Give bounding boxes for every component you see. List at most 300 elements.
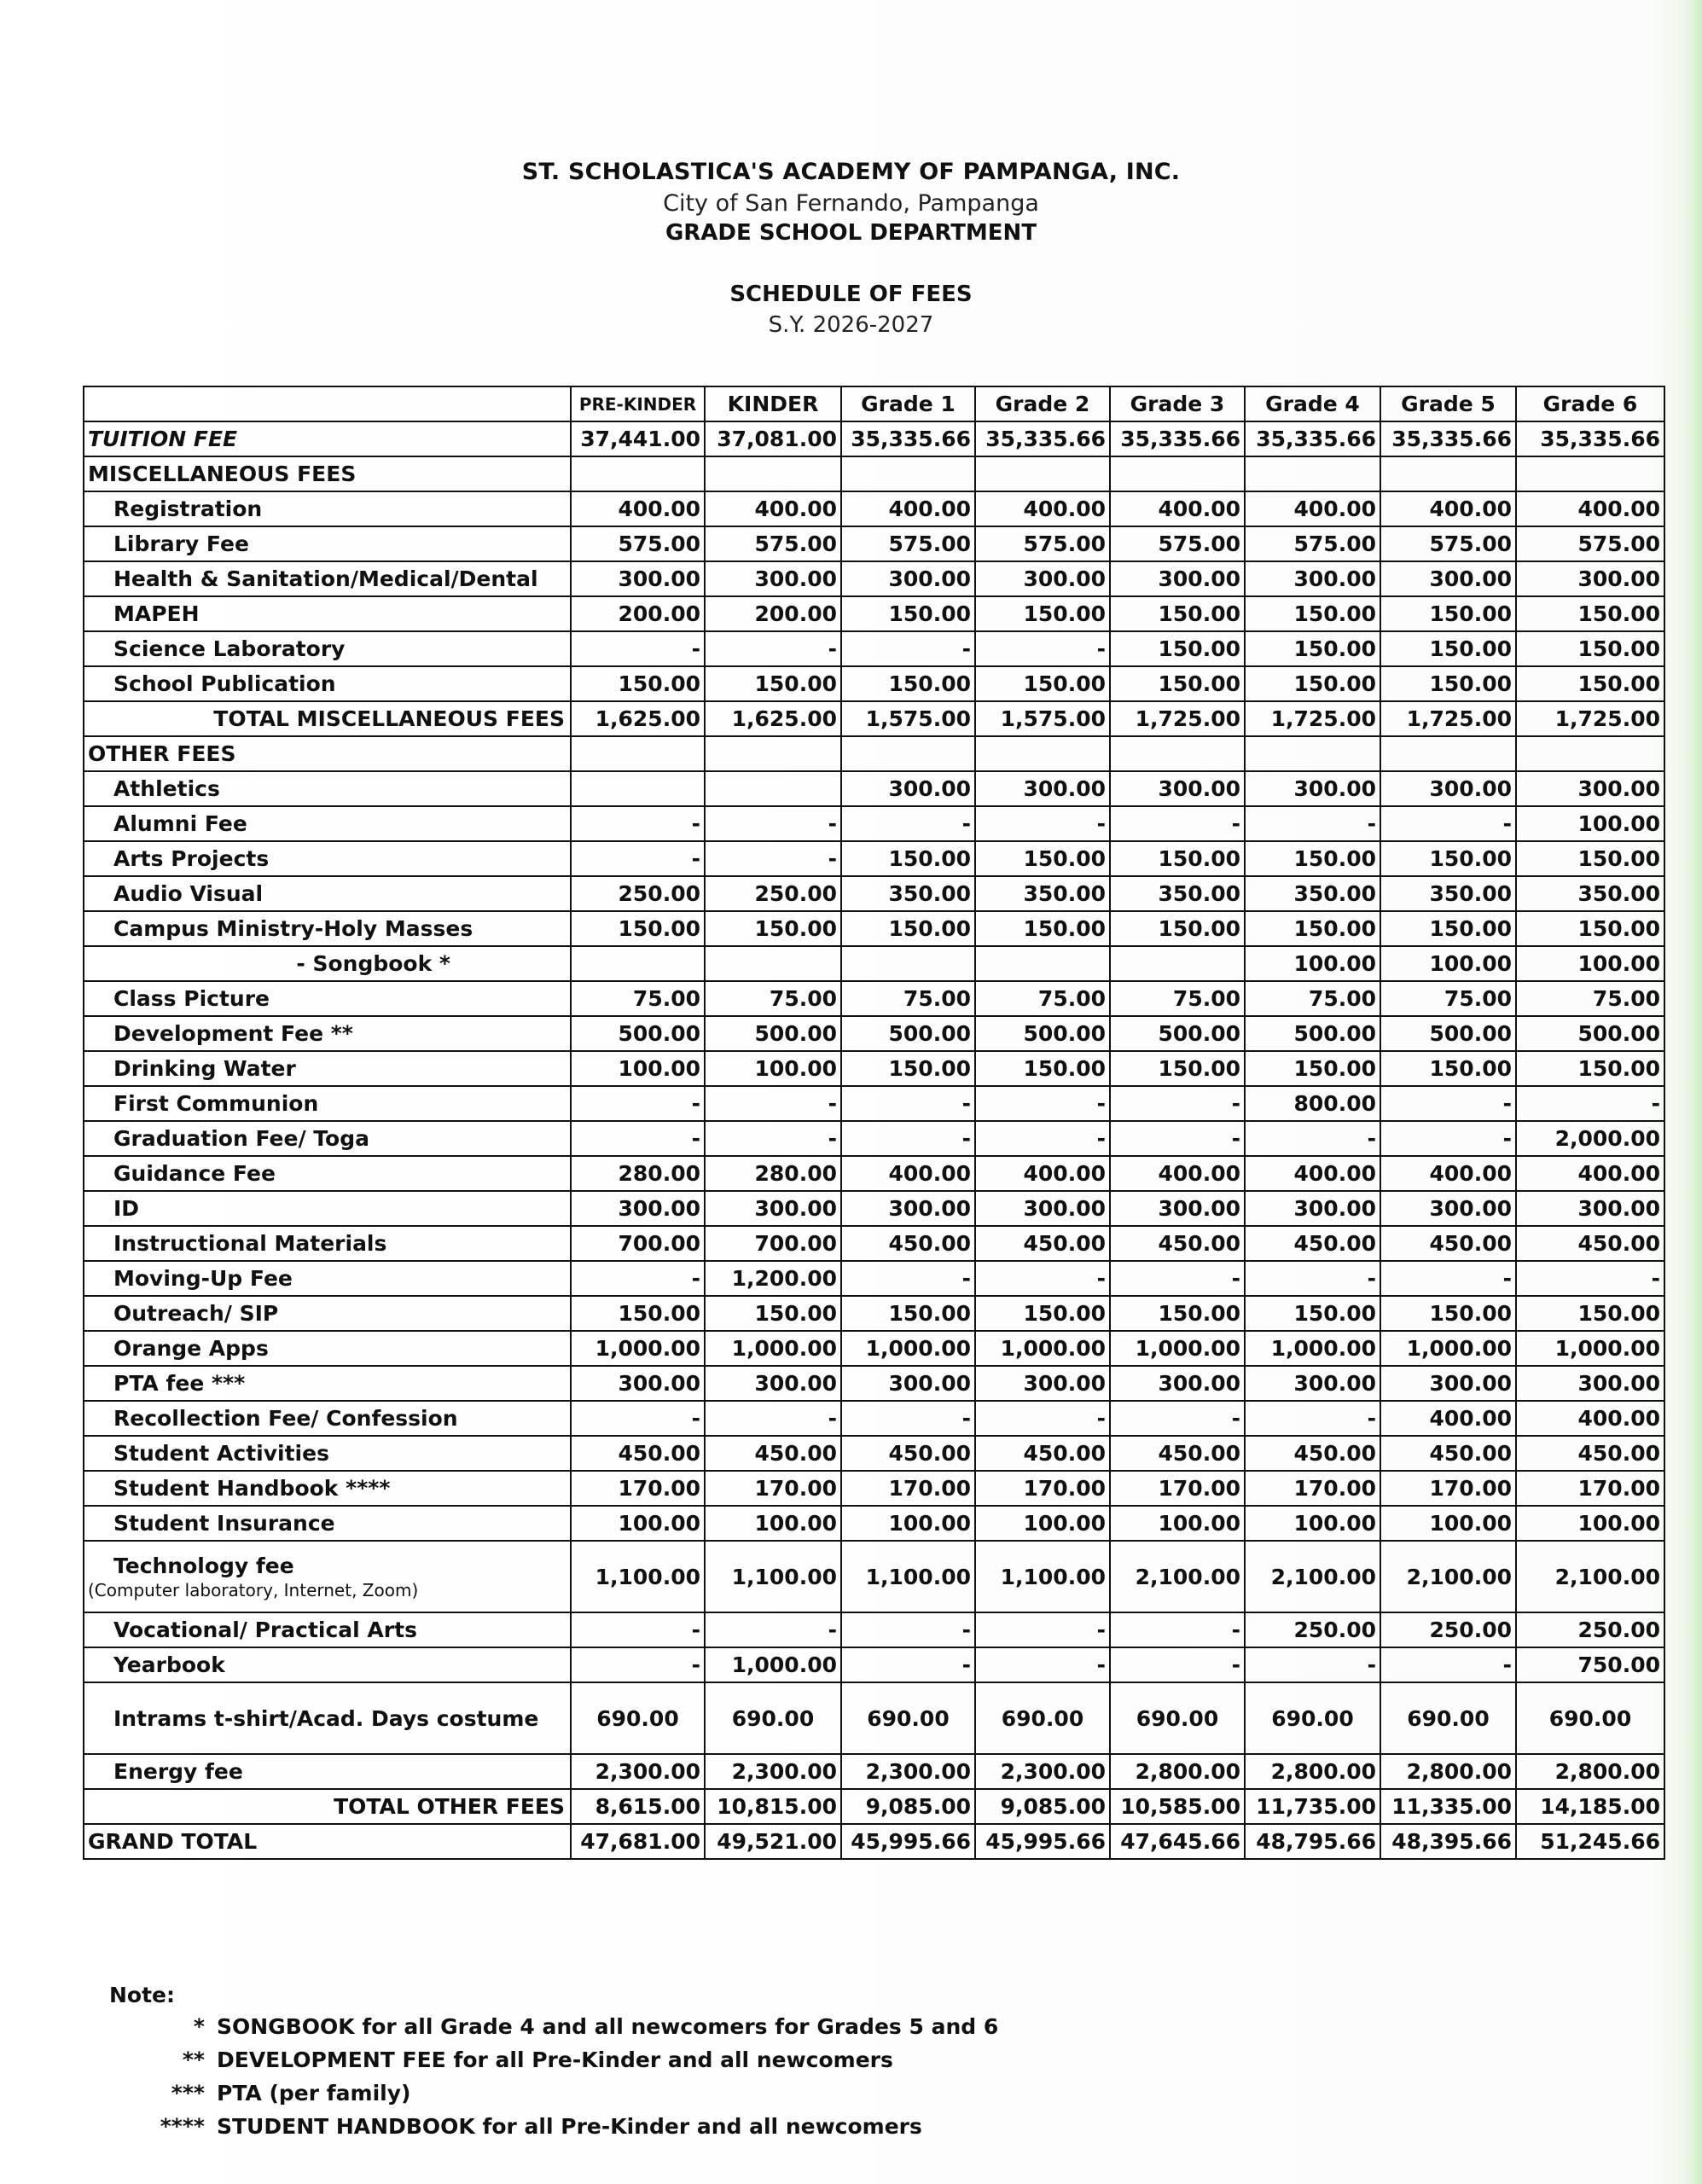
fee-cell: -	[571, 1612, 705, 1647]
tuition-row	[84, 421, 1664, 456]
fee-cell: 150.00	[571, 666, 705, 701]
fee-cell: 150.00	[571, 911, 705, 946]
fee-cell: -	[571, 1121, 705, 1156]
row-label	[84, 1506, 571, 1541]
fee-cell: 150.00	[1245, 911, 1380, 946]
fee-cell: 400.00	[1110, 1156, 1245, 1191]
fee-cell: -	[705, 1612, 841, 1647]
fee-cell: 150.00	[1110, 596, 1245, 631]
row-label	[84, 1331, 571, 1366]
fee-cell: -	[975, 1647, 1110, 1682]
fee-cell: -	[1245, 1401, 1380, 1436]
fee-cell: 100.00	[571, 1051, 705, 1086]
fee-cell: 450.00	[841, 1436, 975, 1471]
fee-cell: 2,300.00	[571, 1754, 705, 1789]
other-fee-row	[84, 1506, 1664, 1541]
empty-cell	[1380, 456, 1516, 491]
fee-cell: 150.00	[975, 666, 1110, 701]
grand-total-cell: 49,521.00	[705, 1824, 841, 1859]
fee-cell: 1,000.00	[1245, 1331, 1380, 1366]
fee-cell: 35,335.66	[841, 421, 975, 456]
row-label	[84, 526, 571, 561]
row-label	[84, 1401, 571, 1436]
fee-cell: 150.00	[1245, 1296, 1380, 1331]
document-title: SCHEDULE OF FEES	[729, 282, 973, 307]
fee-cell: 450.00	[1380, 1436, 1516, 1471]
row-label	[84, 491, 571, 526]
other-fee-row	[84, 1366, 1664, 1401]
empty-cell	[1110, 456, 1245, 491]
fee-cell: -	[1516, 1261, 1664, 1296]
fee-cell: 150.00	[841, 666, 975, 701]
fee-cell: 575.00	[571, 526, 705, 561]
fee-cell: 170.00	[705, 1471, 841, 1506]
fee-cell: -	[1380, 806, 1516, 841]
fee-cell: 690.00	[705, 1682, 841, 1754]
fee-cell: -	[571, 631, 705, 666]
fee-cell: 300.00	[1245, 771, 1380, 806]
fee-cell: 1,100.00	[841, 1541, 975, 1612]
fee-cell: 400.00	[841, 1156, 975, 1191]
other-fee-row	[84, 1647, 1664, 1682]
empty-cell	[841, 456, 975, 491]
fee-cell: 450.00	[975, 1436, 1110, 1471]
fee-cell: 300.00	[841, 771, 975, 806]
other-fee-row	[84, 1436, 1664, 1471]
other-fee-row	[84, 841, 1664, 876]
fee-cell: 400.00	[1516, 491, 1664, 526]
fee-cell: 150.00	[1380, 841, 1516, 876]
fee-cell: 300.00	[1110, 1366, 1245, 1401]
fee-cell: 1,000.00	[1110, 1331, 1245, 1366]
misc-fee-row	[84, 526, 1664, 561]
fee-cell: 150.00	[1245, 841, 1380, 876]
note-item	[109, 2081, 998, 2114]
empty-cell	[1516, 736, 1664, 771]
total-cell: 1,725.00	[1245, 701, 1380, 736]
row-label	[84, 1682, 571, 1754]
fee-cell: 2,800.00	[1516, 1754, 1664, 1789]
fee-cell: 100.00	[1516, 946, 1664, 981]
fee-cell: 2,100.00	[1516, 1541, 1664, 1612]
fee-cell: 100.00	[705, 1051, 841, 1086]
fee-cell: 170.00	[1110, 1471, 1245, 1506]
total-cell: 1,725.00	[1110, 701, 1245, 736]
column-header: PRE-KINDER	[571, 386, 705, 421]
row-label	[84, 631, 571, 666]
total-cell: 8,615.00	[571, 1789, 705, 1824]
total-cell: 11,735.00	[1245, 1789, 1380, 1824]
fee-cell: -	[1380, 1647, 1516, 1682]
fee-cell: 150.00	[1516, 911, 1664, 946]
fee-cell: 100.00	[1380, 1506, 1516, 1541]
fee-cell: 100.00	[1516, 1506, 1664, 1541]
fee-cell: 35,335.66	[1516, 421, 1664, 456]
other-fee-row	[84, 1541, 1664, 1612]
fee-cell: -	[841, 1612, 975, 1647]
fee-cell: 300.00	[1245, 1366, 1380, 1401]
fee-cell: 400.00	[841, 491, 975, 526]
section-header-row	[84, 736, 1664, 771]
column-header-label	[84, 386, 571, 421]
other-fee-row	[84, 876, 1664, 911]
fee-cell: -	[571, 806, 705, 841]
fee-cell: 150.00	[705, 666, 841, 701]
fee-cell: 37,441.00	[571, 421, 705, 456]
misc-fee-row	[84, 561, 1664, 596]
fee-cell: 250.00	[705, 876, 841, 911]
other-fee-row	[84, 806, 1664, 841]
row-label-text: Energy fee	[113, 1759, 243, 1784]
row-label	[84, 981, 571, 1016]
fee-cell: 300.00	[841, 1366, 975, 1401]
fee-cell: 1,100.00	[705, 1541, 841, 1612]
fee-cell: 150.00	[1516, 666, 1664, 701]
row-label-text: Yearbook	[113, 1653, 225, 1677]
row-label-text: Guidance Fee	[113, 1161, 276, 1186]
row-label-text: Outreach/ SIP	[113, 1301, 279, 1326]
fee-cell: 300.00	[975, 1191, 1110, 1226]
fee-cell: 400.00	[571, 491, 705, 526]
fee-cell: 450.00	[1380, 1226, 1516, 1261]
school-name: ST. SCHOLASTICA'S ACADEMY OF PAMPANGA, INC.	[521, 159, 1181, 185]
fee-cell: 100.00	[841, 1506, 975, 1541]
fee-cell: 150.00	[1380, 666, 1516, 701]
fee-cell: -	[975, 1261, 1110, 1296]
fee-cell: 250.00	[571, 876, 705, 911]
fee-cell: 700.00	[571, 1226, 705, 1261]
row-label-text: Technology fee	[113, 1553, 294, 1578]
fee-cell: 450.00	[1245, 1436, 1380, 1471]
grand-total-cell: 51,245.66	[1516, 1824, 1664, 1859]
other-fee-row	[84, 1471, 1664, 1506]
fee-cell: 690.00	[1245, 1682, 1380, 1754]
fee-cell: 300.00	[1380, 1366, 1516, 1401]
fee-cell: 100.00	[571, 1506, 705, 1541]
fee-cell: 400.00	[1516, 1156, 1664, 1191]
row-label	[84, 561, 571, 596]
fee-cell: 300.00	[841, 561, 975, 596]
fee-cell	[571, 946, 705, 981]
row-label-text: First Communion	[113, 1091, 319, 1116]
fee-cell: 150.00	[1380, 596, 1516, 631]
row-label	[84, 911, 571, 946]
total-label	[84, 1789, 571, 1824]
row-label	[84, 1121, 571, 1156]
fee-cell: 150.00	[1245, 1051, 1380, 1086]
fee-cell: 300.00	[841, 1191, 975, 1226]
fee-cell: 300.00	[571, 1366, 705, 1401]
fee-cell: 400.00	[1380, 491, 1516, 526]
fee-cell: 150.00	[1245, 596, 1380, 631]
note-text: PTA (per family)	[217, 2081, 411, 2106]
fee-cell: 300.00	[705, 1191, 841, 1226]
fee-cell: 150.00	[1516, 1296, 1664, 1331]
fee-cell: 150.00	[841, 1051, 975, 1086]
fee-cell: 2,800.00	[1380, 1754, 1516, 1789]
row-label	[84, 1612, 571, 1647]
fee-cell: 690.00	[1516, 1682, 1664, 1754]
fee-cell: -	[1245, 1121, 1380, 1156]
grand-total-row	[84, 1824, 1664, 1859]
fee-cell: 75.00	[1245, 981, 1380, 1016]
note-item	[109, 2014, 998, 2048]
other-fee-row	[84, 1226, 1664, 1261]
row-label	[84, 596, 571, 631]
fee-cell	[1110, 946, 1245, 981]
fee-cell: -	[975, 631, 1110, 666]
fee-cell: 450.00	[1516, 1436, 1664, 1471]
fee-cell: -	[705, 1401, 841, 1436]
fee-cell: -	[841, 1647, 975, 1682]
other-fee-row	[84, 1331, 1664, 1366]
document-header	[0, 160, 1702, 336]
row-label-text: Drinking Water	[113, 1056, 296, 1081]
fee-cell: 400.00	[1380, 1156, 1516, 1191]
fee-cell: 450.00	[705, 1436, 841, 1471]
note-marker: ****	[160, 2114, 205, 2139]
fee-cell: 300.00	[1110, 771, 1245, 806]
fee-cell: 350.00	[1245, 876, 1380, 911]
fee-cell	[841, 946, 975, 981]
fee-cell: 690.00	[1110, 1682, 1245, 1754]
other-fee-row	[84, 911, 1664, 946]
row-label-text: Vocational/ Practical Arts	[113, 1618, 417, 1642]
other-fee-row	[84, 1086, 1664, 1121]
fee-cell: 100.00	[1516, 806, 1664, 841]
other-fee-row	[84, 1754, 1664, 1789]
row-label-text: Instructional Materials	[113, 1231, 387, 1256]
fee-cell: -	[1110, 1121, 1245, 1156]
fee-cell: -	[975, 806, 1110, 841]
fee-cell: 150.00	[975, 596, 1110, 631]
grand-total-cell: 47,645.66	[1110, 1824, 1245, 1859]
total-cell: 11,335.00	[1380, 1789, 1516, 1824]
fee-cell: 250.00	[1245, 1612, 1380, 1647]
other-fee-row	[84, 946, 1664, 981]
fee-cell: 170.00	[1380, 1471, 1516, 1506]
fee-cell: 150.00	[1516, 1051, 1664, 1086]
fee-cell: 100.00	[1245, 1506, 1380, 1541]
row-label	[84, 771, 571, 806]
fee-cell: 450.00	[1516, 1226, 1664, 1261]
fee-cell: 750.00	[1516, 1647, 1664, 1682]
fee-cell: 150.00	[1110, 1051, 1245, 1086]
fee-cell: 1,000.00	[1380, 1331, 1516, 1366]
fee-cell: 150.00	[841, 841, 975, 876]
row-label	[84, 666, 571, 701]
fee-cell: 150.00	[975, 911, 1110, 946]
fee-cell: -	[841, 1086, 975, 1121]
fee-cell: 575.00	[1380, 526, 1516, 561]
total-cell: 10,585.00	[1110, 1789, 1245, 1824]
fee-cell: 1,000.00	[705, 1331, 841, 1366]
fee-cell: -	[705, 841, 841, 876]
total-cell: 1,625.00	[705, 701, 841, 736]
fee-cell: 150.00	[1380, 1051, 1516, 1086]
empty-cell	[705, 736, 841, 771]
fee-cell: 100.00	[705, 1506, 841, 1541]
fee-cell: -	[841, 806, 975, 841]
row-label-text: Graduation Fee/ Toga	[113, 1126, 369, 1151]
fee-cell: -	[1110, 1647, 1245, 1682]
fee-cell: 2,300.00	[975, 1754, 1110, 1789]
fee-cell: 150.00	[1380, 631, 1516, 666]
fee-cell: 700.00	[705, 1226, 841, 1261]
fee-cell: 690.00	[1380, 1682, 1516, 1754]
total-cell: 1,575.00	[975, 701, 1110, 736]
fee-cell: 150.00	[1110, 841, 1245, 876]
row-label	[84, 1296, 571, 1331]
fee-cell: 280.00	[571, 1156, 705, 1191]
row-label	[84, 1471, 571, 1506]
fee-cell: 150.00	[975, 841, 1110, 876]
empty-cell	[975, 456, 1110, 491]
fee-cell: 450.00	[841, 1226, 975, 1261]
fee-cell: 100.00	[1110, 1506, 1245, 1541]
row-label-text: Science Laboratory	[113, 636, 346, 661]
fee-cell: 300.00	[705, 1366, 841, 1401]
empty-cell	[571, 736, 705, 771]
row-label	[84, 1366, 571, 1401]
fee-cell: 300.00	[1380, 1191, 1516, 1226]
fee-cell: 400.00	[1380, 1401, 1516, 1436]
school-year: S.Y. 2026-2027	[768, 312, 934, 338]
fee-cell: 690.00	[571, 1682, 705, 1754]
fee-cell: 300.00	[1110, 561, 1245, 596]
section-label	[84, 736, 571, 771]
fee-cell: 400.00	[975, 1156, 1110, 1191]
other-fee-row	[84, 1261, 1664, 1296]
note-item	[109, 2048, 998, 2081]
row-label	[84, 1051, 571, 1086]
empty-cell	[1110, 736, 1245, 771]
empty-cell	[1516, 456, 1664, 491]
fee-cell: 150.00	[1380, 911, 1516, 946]
fee-cell: 350.00	[1516, 876, 1664, 911]
fee-cell: 300.00	[1516, 1191, 1664, 1226]
grand-total-cell: 47,681.00	[571, 1824, 705, 1859]
grand-total-label	[84, 1824, 571, 1859]
empty-cell	[571, 456, 705, 491]
fee-cell: 150.00	[1110, 911, 1245, 946]
other-fee-row	[84, 1682, 1664, 1754]
total-cell: 9,085.00	[841, 1789, 975, 1824]
total-label	[84, 701, 571, 736]
fee-cell: -	[841, 1401, 975, 1436]
fee-cell: 150.00	[841, 1296, 975, 1331]
fee-cell: 1,200.00	[705, 1261, 841, 1296]
row-label-text: Student Activities	[113, 1441, 329, 1466]
row-label-text: Development Fee **	[113, 1021, 353, 1046]
other-fee-row	[84, 1296, 1664, 1331]
fee-cell: 250.00	[1516, 1612, 1664, 1647]
other-fee-row	[84, 1156, 1664, 1191]
fee-cell: 1,100.00	[571, 1541, 705, 1612]
note-item	[109, 2114, 998, 2147]
row-label	[84, 806, 571, 841]
column-header-row	[84, 386, 1664, 421]
total-cell: 9,085.00	[975, 1789, 1110, 1824]
row-label	[84, 1541, 571, 1612]
fee-cell: 100.00	[1245, 946, 1380, 981]
row-label-text: Moving-Up Fee	[113, 1266, 293, 1291]
row-sublabel: (Computer laboratory, Internet, Zoom)	[88, 1579, 419, 1600]
fee-cell: 150.00	[841, 911, 975, 946]
fee-cell: -	[1110, 1612, 1245, 1647]
fee-cell: 2,800.00	[1110, 1754, 1245, 1789]
school-city: City of San Fernando, Pampanga	[663, 190, 1039, 217]
section-header-row	[84, 456, 1664, 491]
empty-cell	[1380, 736, 1516, 771]
fee-cell: 300.00	[975, 771, 1110, 806]
fee-cell: 300.00	[705, 561, 841, 596]
fee-cell: 300.00	[1380, 561, 1516, 596]
row-label-text: Orange Apps	[113, 1336, 269, 1361]
grand-total-cell: 45,995.66	[975, 1824, 1110, 1859]
row-label-text: Registration	[113, 497, 263, 521]
fee-cell: 75.00	[571, 981, 705, 1016]
fee-cell: 100.00	[975, 1506, 1110, 1541]
other-fee-row	[84, 1016, 1664, 1051]
fee-cell: 1,000.00	[705, 1647, 841, 1682]
fee-cell: 150.00	[1245, 631, 1380, 666]
fee-cell: 150.00	[705, 1296, 841, 1331]
fee-cell: -	[975, 1401, 1110, 1436]
misc-fee-row	[84, 631, 1664, 666]
fee-cell: -	[841, 1121, 975, 1156]
fee-cell: 100.00	[1380, 946, 1516, 981]
total-cell: 14,185.00	[1516, 1789, 1664, 1824]
row-label-text: Library Fee	[113, 531, 249, 556]
fee-cell: 2,100.00	[1245, 1541, 1380, 1612]
empty-cell	[1245, 736, 1380, 771]
fee-cell: 350.00	[975, 876, 1110, 911]
row-label	[84, 841, 571, 876]
empty-cell	[1245, 456, 1380, 491]
total-cell: 1,625.00	[571, 701, 705, 736]
fee-cell: 1,100.00	[975, 1541, 1110, 1612]
section-label: MISCELLANEOUS FEES	[84, 456, 571, 491]
fee-cell: 150.00	[1110, 1296, 1245, 1331]
fee-cell: 150.00	[1110, 631, 1245, 666]
fee-cell: 500.00	[1110, 1016, 1245, 1051]
fee-cell: -	[1110, 1261, 1245, 1296]
fee-cell: 575.00	[1516, 526, 1664, 561]
row-label-text: MAPEH	[113, 601, 200, 626]
fee-cell: 300.00	[1245, 561, 1380, 596]
row-label	[84, 1261, 571, 1296]
row-label-text: ID	[113, 1196, 140, 1221]
row-label	[84, 1191, 571, 1226]
fee-cell: 450.00	[1110, 1226, 1245, 1261]
other-fee-row	[84, 1612, 1664, 1647]
fee-cell: 300.00	[1516, 561, 1664, 596]
row-label-text: Health & Sanitation/Medical/Dental	[113, 566, 538, 591]
fee-cell: 450.00	[571, 1436, 705, 1471]
fee-cell: 450.00	[975, 1226, 1110, 1261]
fee-cell	[571, 771, 705, 806]
fee-cell: 400.00	[705, 491, 841, 526]
notes-section	[109, 1983, 998, 2147]
fees-table-body	[84, 421, 1664, 1859]
row-label-text: Audio Visual	[113, 881, 264, 906]
fee-cell: 75.00	[705, 981, 841, 1016]
fee-cell: -	[1110, 806, 1245, 841]
fee-cell: 75.00	[1516, 981, 1664, 1016]
fee-cell: -	[1245, 1261, 1380, 1296]
fee-cell: 75.00	[1380, 981, 1516, 1016]
